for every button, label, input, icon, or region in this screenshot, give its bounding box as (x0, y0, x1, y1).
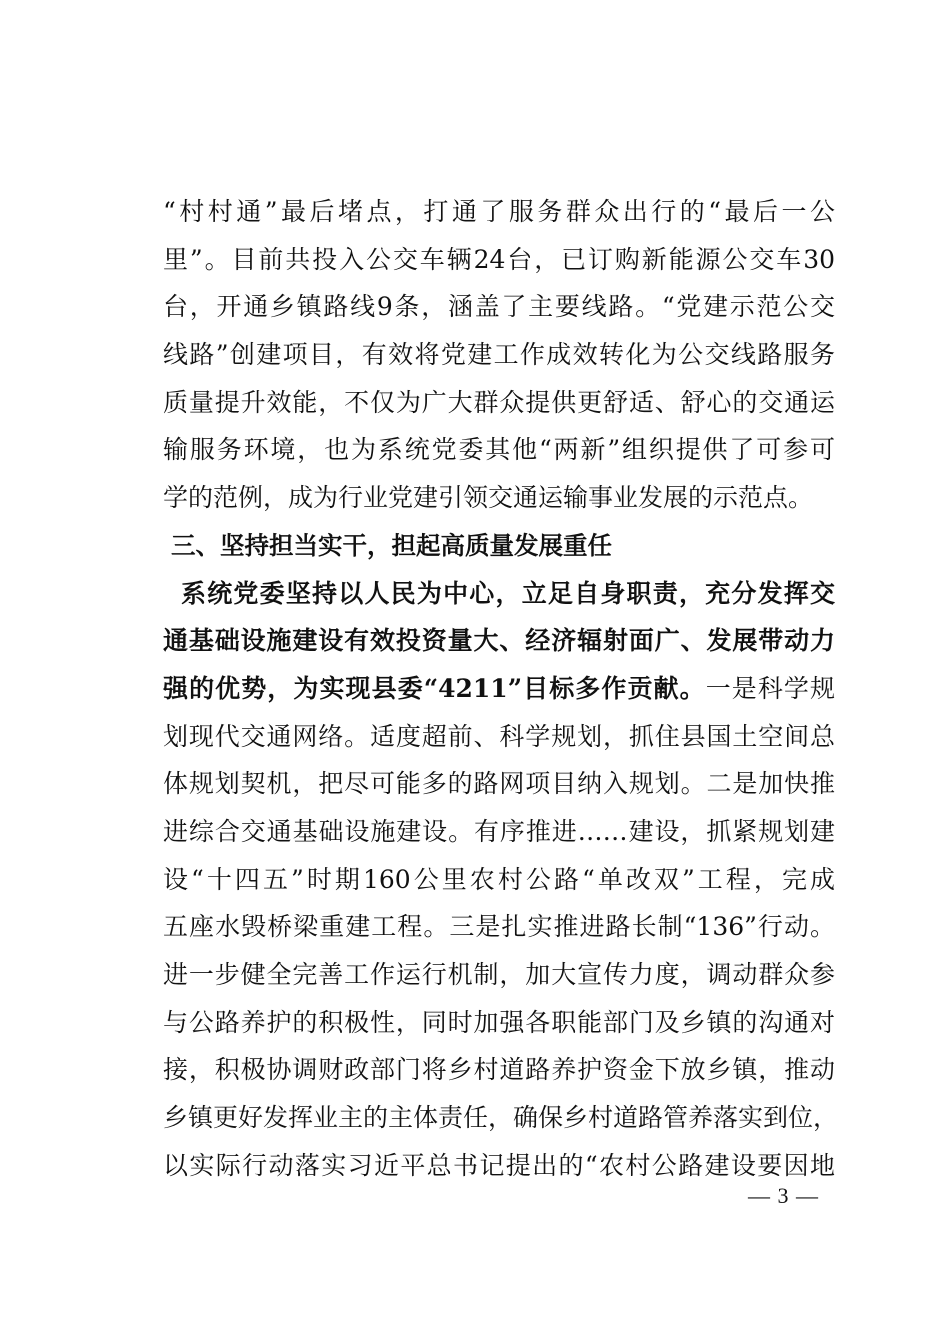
text-line: 质量提升效能，不仅为广大群众提供更舒适、舒心的交通运 (163, 387, 835, 417)
text-line: 输服务环境，也为系统党委其他“两新”组织提供了可参可 (163, 435, 835, 465)
bold-text-line: 系统党委坚持以人民为中心，立足自身职责，充分发挥交 (181, 578, 835, 608)
text-line: 学的范例，成为行业党建引领交通运输事业发展的示范点。 (163, 483, 814, 513)
normal-span: 一是科学规 (705, 673, 835, 703)
text-line: 设“十四五”时期160公里农村公路“单改双”工程，完成 (163, 864, 835, 894)
text-line: 划现代交通网络。适度超前、科学规划，抓住县国土空间总 (163, 721, 835, 751)
text-line: 进一步健全完善工作运行机制，加大宣传力度，调动群众参 (163, 960, 835, 989)
text-line: 体规划契机，把尽可能多的路网项目纳入规划。二是加快推 (163, 769, 835, 799)
body-text (163, 188, 839, 1189)
section-heading-text: 三、坚持担当实干，担起高质量发展重任 (171, 530, 612, 560)
page-number: — 3 — (748, 1183, 819, 1208)
text-line: 乡镇更好发挥业主的主体责任，确保乡村道路管养落实到位， (163, 1103, 839, 1133)
text-line: 里”。目前共投入公交车辆24台，已订购新能源公交车30 (163, 244, 835, 274)
text-line: 以实际行动落实习近平总书记提出的“农村公路建设要因地 (163, 1150, 835, 1180)
text-line: 进综合交通基础设施建设。有序推进……建设，抓紧规划建 (163, 816, 835, 846)
section-heading (163, 522, 835, 570)
text-line: “村村通”最后堵点，打通了服务群众出行的“最后一公 (163, 197, 835, 226)
text-line: 接，积极协调财政部门将乡村道路养护资金下放乡镇，推动 (163, 1055, 835, 1085)
bold-text-line: 通基础设施建设有效投资量大、经济辐射面广、发展带动力 (163, 626, 835, 656)
bold-span: 强的优势，为实现县委“4211”目标多作贡献。 (163, 673, 706, 703)
text-line: 线路”创建项目，有效将党建工作成效转化为公交线路服务 (163, 340, 835, 370)
text-line: 五座水毁桥梁重建工程。三是扎实推进路长制“136”行动。 (163, 912, 835, 942)
mixed-text-line (163, 665, 835, 713)
text-line: 与公路养护的积极性，同时加强各职能部门及乡镇的沟通对 (163, 1007, 835, 1037)
text-line: 台，开通乡镇路线9条，涵盖了主要线路。“党建示范公交 (163, 292, 835, 322)
